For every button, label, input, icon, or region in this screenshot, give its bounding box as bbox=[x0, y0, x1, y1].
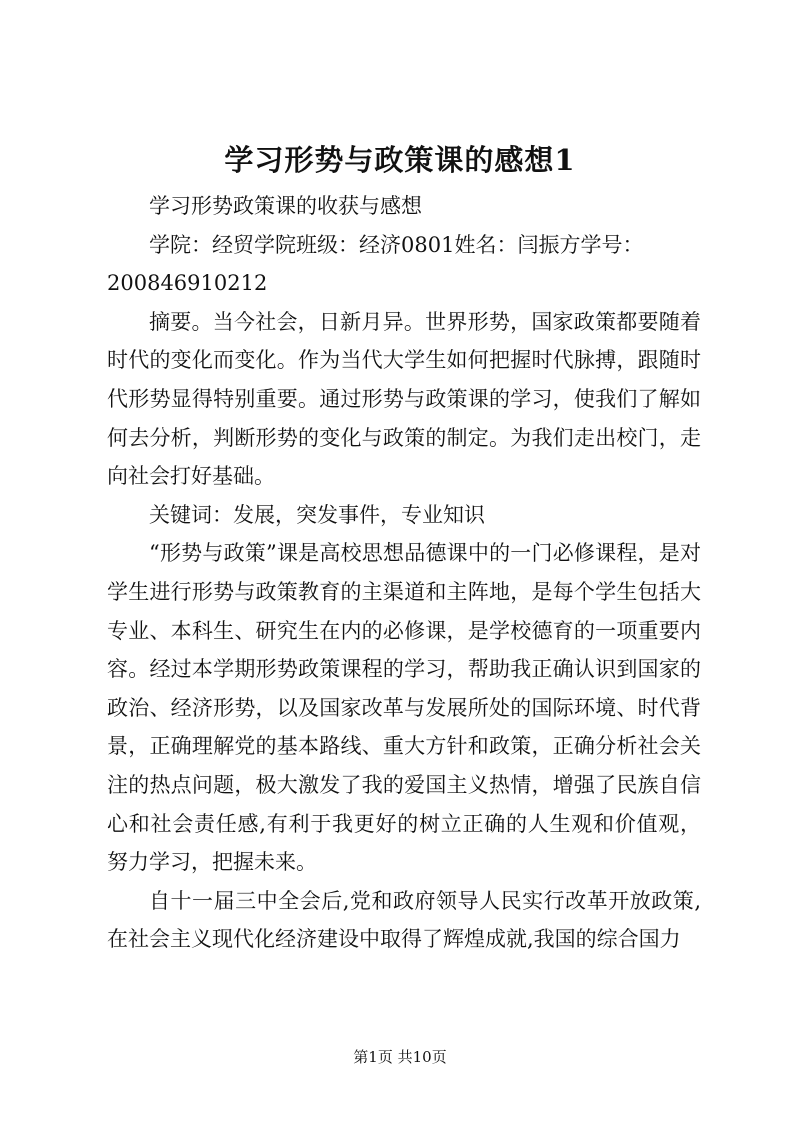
body-paragraph-1: “形势与政策”课是高校思想品德课中的一门必修课程，是对学生进行形势与政策教育的主渠道和主阵地，是每个学生包括大专业、本科生、研究生在内的必修课，是学校德育的一项重要内容。经过本学期形势政策课程的学习，帮助我正确认识到国家的政治、经济形势，以及国家改革与发展所处的国际环境、时代背景，正确理解党的基本路线、重大方针和政策，正确分析社会关注的热点问题，极大激发了我的爱国主义热情，增强了民族自信心和社会责任感,有利于我更好的树立正确的人生观和价值观，努力学习，把握未来。 bbox=[107, 541, 701, 875]
abstract-paragraph: 摘要。当今社会，日新月异。世界形势，国家政策都要随着时代的变化而变化。作为当代大学生如何把握时代脉搏，跟随时代形势显得特别重要。通过形势与政策课的学习，使我们了解如何去分析，判断形势的变化与政策的制定。为我们走出校门，走向社会打好基础。 bbox=[107, 309, 701, 489]
page-footer: 第1页 共10页 bbox=[353, 1048, 447, 1066]
author-info-line: 学院：经贸学院班级：经济0801姓名：闫振方学号： bbox=[149, 232, 644, 257]
keywords-line: 关键词：发展，突发事件，专业知识 bbox=[149, 502, 485, 527]
student-id-line: 200846910212 bbox=[107, 271, 268, 296]
document-title: 学习形势与政策课的感想1 bbox=[224, 143, 576, 177]
body-paragraph-2: 自十一届三中全会后,党和政府领导人民实行改革开放政策,在社会主义现代化经济建设中取得了辉煌成就,我国的综合国力 bbox=[107, 888, 701, 952]
document-body bbox=[107, 187, 701, 959]
subtitle-line: 学习形势政策课的收获与感想 bbox=[149, 194, 422, 218]
